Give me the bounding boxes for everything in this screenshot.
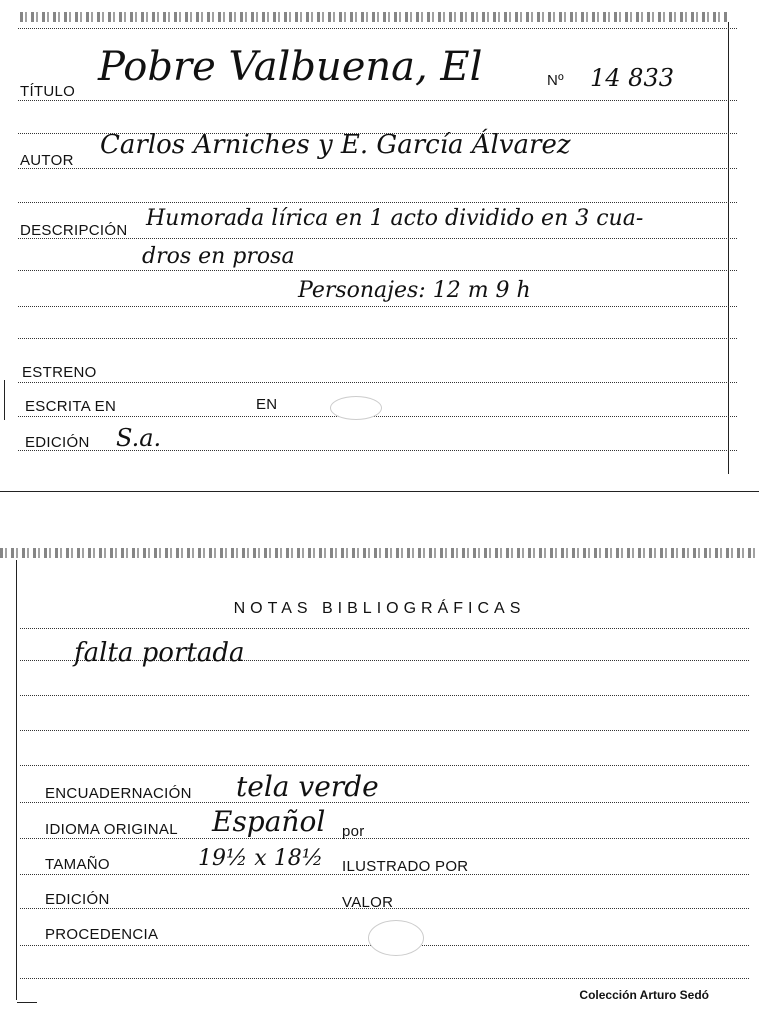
personajes-note: Personajes: 12 m 9 h (298, 278, 531, 303)
card-left-border (4, 380, 5, 420)
ruled-line (20, 628, 749, 629)
ruled-line (18, 168, 737, 169)
card-right-border (728, 22, 729, 474)
encuadernacion-label: ENCUADERNACIÓN (45, 785, 192, 802)
notes-heading: NOTAS BIBLIOGRÁFICAS (233, 600, 526, 617)
card-bottom-border (0, 491, 759, 492)
edicion-label-bottom: EDICIÓN (45, 891, 110, 908)
por-label: por (342, 823, 365, 840)
autor-label: AUTOR (20, 152, 74, 169)
ruled-line (20, 802, 749, 803)
ruled-line (18, 28, 737, 29)
ilustrado-label: ILUSTRADO POR (342, 858, 469, 875)
ruled-line (18, 338, 737, 339)
titulo-value: Pobre Valbuena, El (98, 44, 483, 90)
descripcion-label: DESCRIPCIÓN (20, 222, 128, 239)
tamano-label: TAMAÑO (45, 856, 110, 873)
catalog-card-top (0, 0, 759, 492)
card-corner-mark (17, 1002, 37, 1003)
ruled-line (20, 838, 749, 839)
ruled-line (20, 730, 749, 731)
edicion-label: EDICIÓN (25, 434, 90, 451)
catalog-card-bottom (0, 540, 759, 1028)
ruled-line (18, 382, 737, 383)
notes-value: falta portada (74, 638, 245, 668)
ruled-line (20, 978, 749, 979)
en-label: EN (256, 396, 278, 413)
ruled-line (18, 270, 737, 271)
redaction-blot (330, 396, 382, 420)
descripcion-line1: Humorada lírica en 1 acto dividido en 3 cua- (146, 206, 644, 231)
scan-edge-top (20, 12, 729, 22)
ruled-line (18, 416, 737, 417)
estreno-label: ESTRENO (22, 364, 97, 381)
autor-value: Carlos Arniches y E. García Álvarez (100, 130, 571, 160)
ruled-line (18, 306, 737, 307)
encuadernacion-value: tela verde (236, 770, 379, 803)
titulo-label: TÍTULO (20, 83, 76, 100)
card-left-border (16, 560, 17, 1000)
valor-label: VALOR (342, 894, 394, 911)
escrita-label: ESCRITA EN (25, 398, 117, 415)
ruled-line (20, 765, 749, 766)
ruled-line (18, 202, 737, 203)
numero-value: 14 833 (590, 64, 674, 92)
idioma-value: Español (212, 805, 326, 838)
procedencia-label: PROCEDENCIA (45, 926, 159, 943)
tamano-value: 19½ x 18½ (198, 846, 324, 871)
descripcion-line2: dros en prosa (142, 244, 295, 269)
ruled-line (18, 100, 737, 101)
collection-footer: Colección Arturo Sedó (579, 988, 709, 1002)
edicion-value: S.a. (116, 424, 162, 452)
redaction-blot (368, 920, 424, 956)
numero-label: Nº (547, 72, 564, 89)
ruled-line (20, 695, 749, 696)
scan-edge-bottom (0, 548, 759, 558)
idioma-label: IDIOMA ORIGINAL (45, 821, 178, 838)
